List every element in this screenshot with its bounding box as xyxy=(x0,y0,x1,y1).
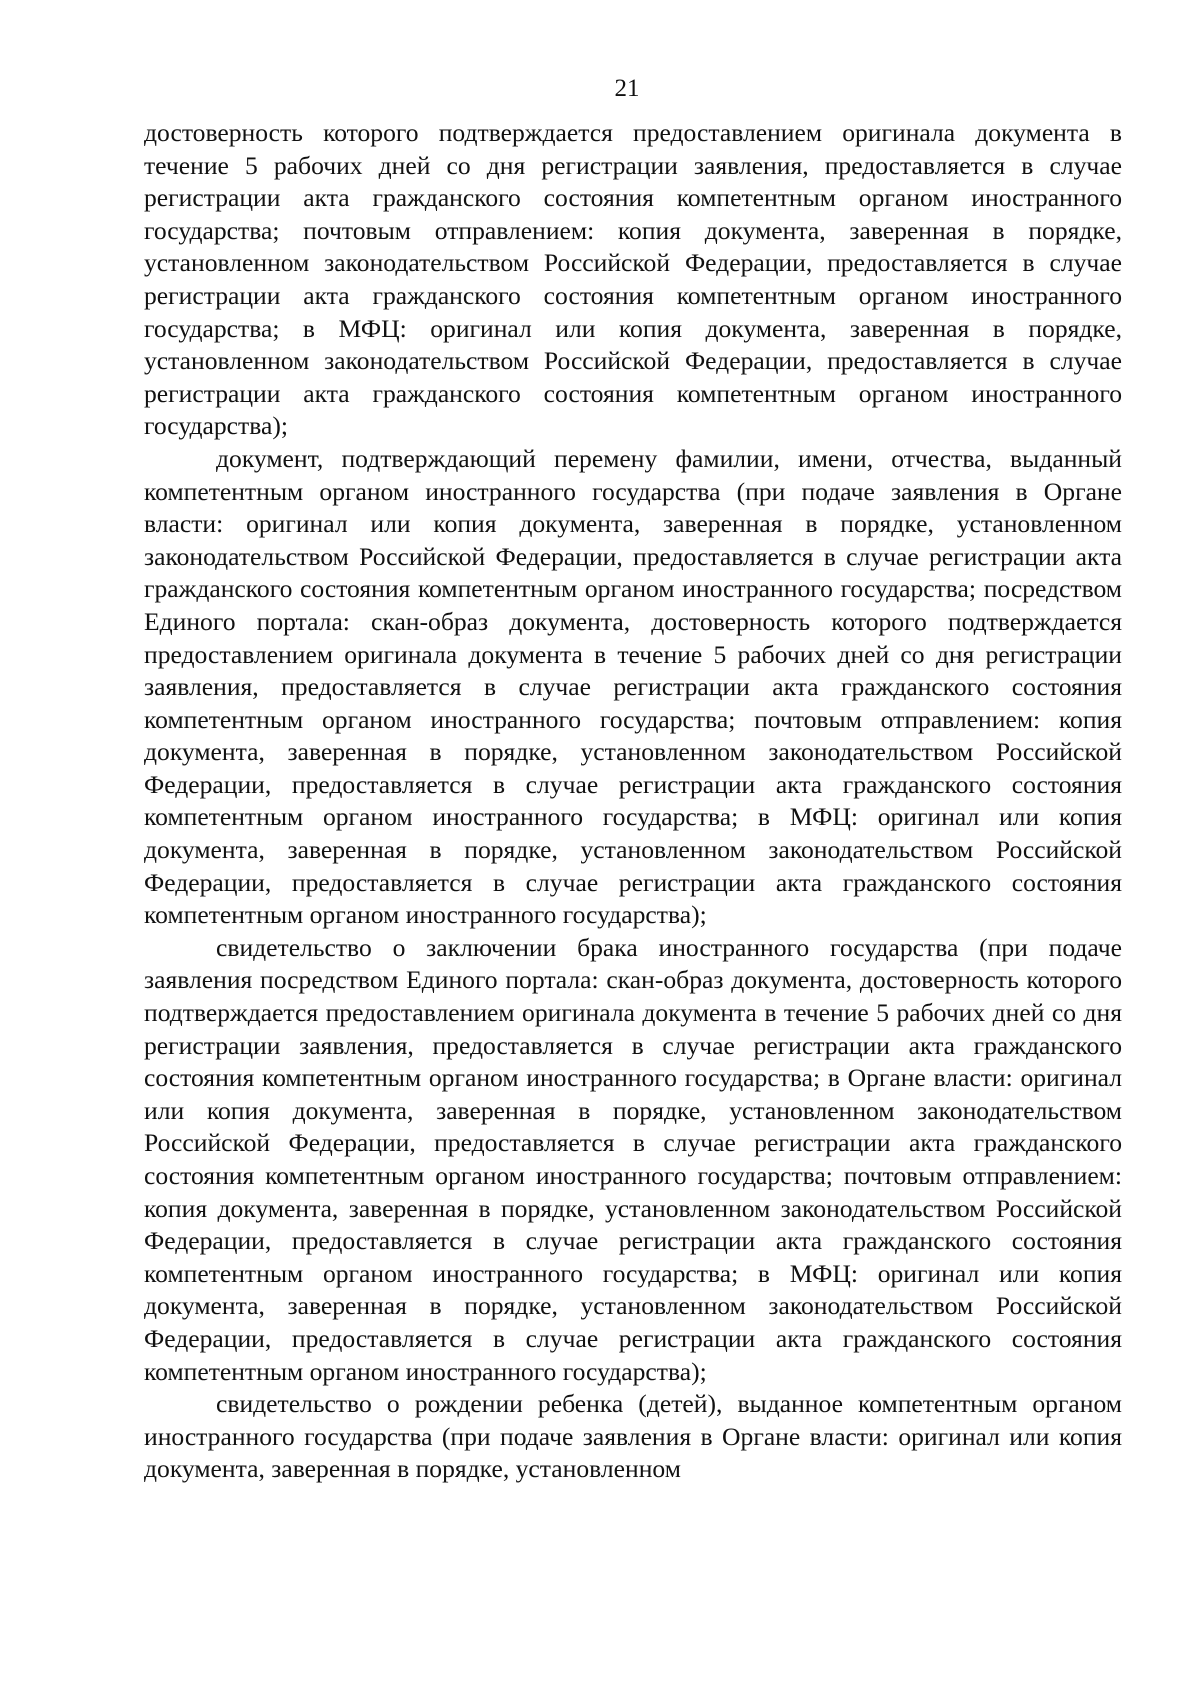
document-body xyxy=(144,117,1122,1486)
paragraph-marriage-certificate: свидетельство о заключении брака иностранного государства (при подаче заявления посредством Единого портала: скан-образ документа, достоверность которого подтверждается предоставлением оригинала документа в течение 5 рабочих дней со дня регистрации заявления, предоставляется в случае регистрации акта гражданского состояния компетентным органом иностранного государства; в Органе власти: оригинал или копия документа, заверенная в порядке, установленном законодательством Российской Федерации, предоставляется в случае регистрации акта гражданского состояния компетентным органом иностранного государства; почтовым отправлением: копия документа, заверенная в порядке, установленном законодательством Российской Федерации, предоставляется в случае регистрации акта гражданского состояния компетентным органом иностранного государства; в МФЦ: оригинал или копия документа, заверенная в порядке, установленном законодательством Российской Федерации, предоставляется в случае регистрации акта гражданского состояния компетентным органом иностранного государства); xyxy=(144,932,1122,1386)
page-number: 21 xyxy=(614,75,640,102)
paragraph-name-change-document: документ, подтверждающий перемену фамилии, имени, отчества, выданный компетентным органом иностранного государства (при подаче заявления в Органе власти: оригинал или копия документа, заверенная в порядке, установленном законодательством Российской Федерации, предоставляется в случае регистрации акта гражданского состояния компетентным органом иностранного государства; посредством Единого портала: скан-образ документа, достоверность которого подтверждается предоставлением оригинала документа в течение 5 рабочих дней со дня регистрации заявления, предоставляется в случае регистрации акта гражданского состояния компетентным органом иностранного государства; почтовым отправлением: копия документа, заверенная в порядке, установленном законодательством Российской Федерации, предоставляется в случае регистрации акта гражданского состояния компетентным органом иностранного государства; в МФЦ: оригинал или копия документа, заверенная в порядке, установленном законодательством Российской Федерации, предоставляется в случае регистрации акта гражданского состояния компетентным органом иностранного государства); xyxy=(144,443,1122,930)
paragraph-birth-certificate: свидетельство о рождении ребенка (детей), выданное компетентным органом иностранного государства (при подаче заявления в Органе власти: оригинал или копия документа, заверенная в порядке, установленном xyxy=(144,1389,1122,1484)
paragraph-continuation: достоверность которого подтверждается предоставлением оригинала документа в течение 5 рабочих дней со дня регистрации заявления, предоставляется в случае регистрации акта гражданского состояния компетентным органом иностранного государства; почтовым отправлением: копия документа, заверенная в порядке, установленном законодательством Российской Федерации, предоставляется в случае регистрации акта гражданского состояния компетентным органом иностранного государства; в МФЦ: оригинал или копия документа, заверенная в порядке, установленном законодательством Российской Федерации, предоставляется в случае регистрации акта гражданского состояния компетентным органом иностранного государства); xyxy=(144,118,1122,441)
